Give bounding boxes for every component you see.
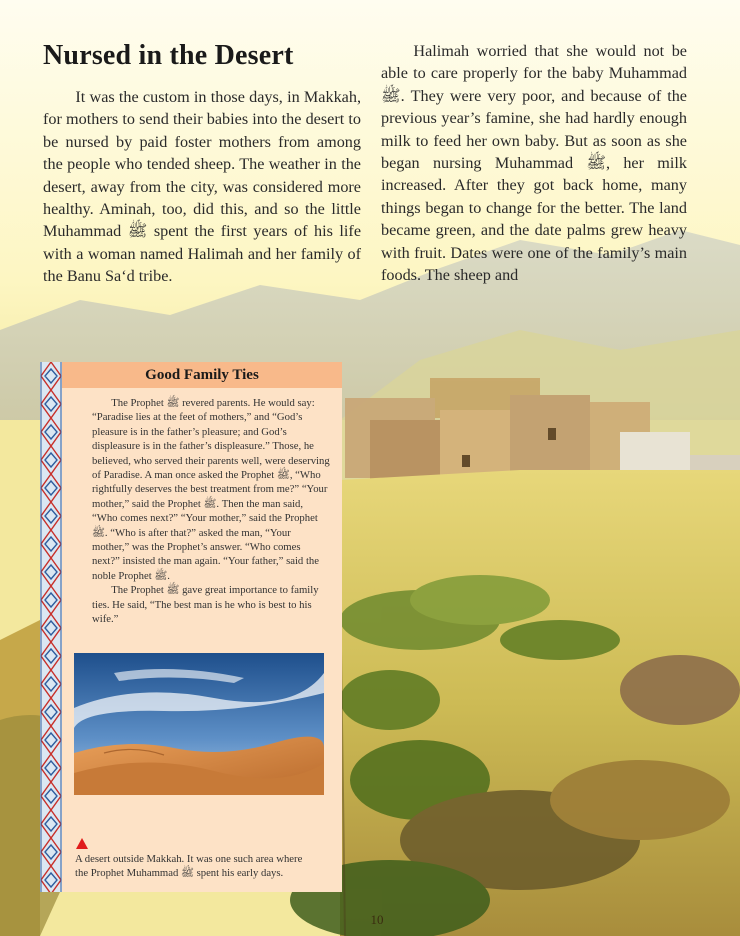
caption-marker-icon <box>76 838 88 849</box>
photo-caption: A desert outside Makkah. It was one such area where the Prophet Muhammad ﷺ spent his early days. <box>75 853 303 879</box>
page-title: Nursed in the Desert <box>43 40 294 71</box>
right-paragraph: Halimah worried that she would not be able to care properly for the baby Muhammad ﷺ. They were very poor, and because of the previous year’s famine, she had hardly enough milk to feed her own baby. But as soon as she began nursing Muhammad ﷺ, her milk increased. After they got back home, many things began to change for the better. The land became green, and the date palms grew heavy with fruit. Dates were one of the family’s main foods. The sheep and <box>381 42 687 285</box>
sidebar-heading: Good Family Ties <box>62 362 342 388</box>
desert-dunes-photo <box>74 653 324 795</box>
page-number: 10 <box>370 912 384 927</box>
sidebar-text <box>92 396 330 627</box>
left-paragraph: It was the custom in those days, in Makkah, for mothers to send their babies into the desert to be nursed by paid foster mothers from among the people who tended sheep. The weather in the desert, away from the city, was considered more healthy. Aminah, too, did this, and so the little Muhammad ﷺ spent the first years of his life with a woman named Halimah and her family of the Banu Sa‘d tribe. <box>43 88 362 286</box>
left-column <box>43 86 361 288</box>
right-column <box>381 40 687 286</box>
sidebar-box <box>40 362 342 892</box>
decorative-border <box>40 362 62 892</box>
sidebar-paragraph-2: The Prophet ﷺ gave great importance to family ties. He said, “The best man is he who is best to his wife.” <box>92 584 319 626</box>
sidebar-paragraph-1: The Prophet ﷺ revered parents. He would say: “Paradise lies at the feet of mothers,” and “God’s pleasure is in the father’s pleasure; and God’s displeasure is in the father’s displeasure.” Those, he believed, who served their parents well, were deserving of Paradise. A man once asked the Prophet ﷺ, “Who rightfully deserves the best treatment from me?” “Your mother,” said the Prophet ﷺ. Then the man said, “Who comes next?” “Your mother,” said the Prophet ﷺ. “Who is after that?” asked the man, “Your mother,” was the Prophet’s answer. “Who comes next?” insisted the man again. “Your father,” said the noble Prophet ﷺ. <box>92 397 330 582</box>
sidebar-panel <box>62 362 342 892</box>
